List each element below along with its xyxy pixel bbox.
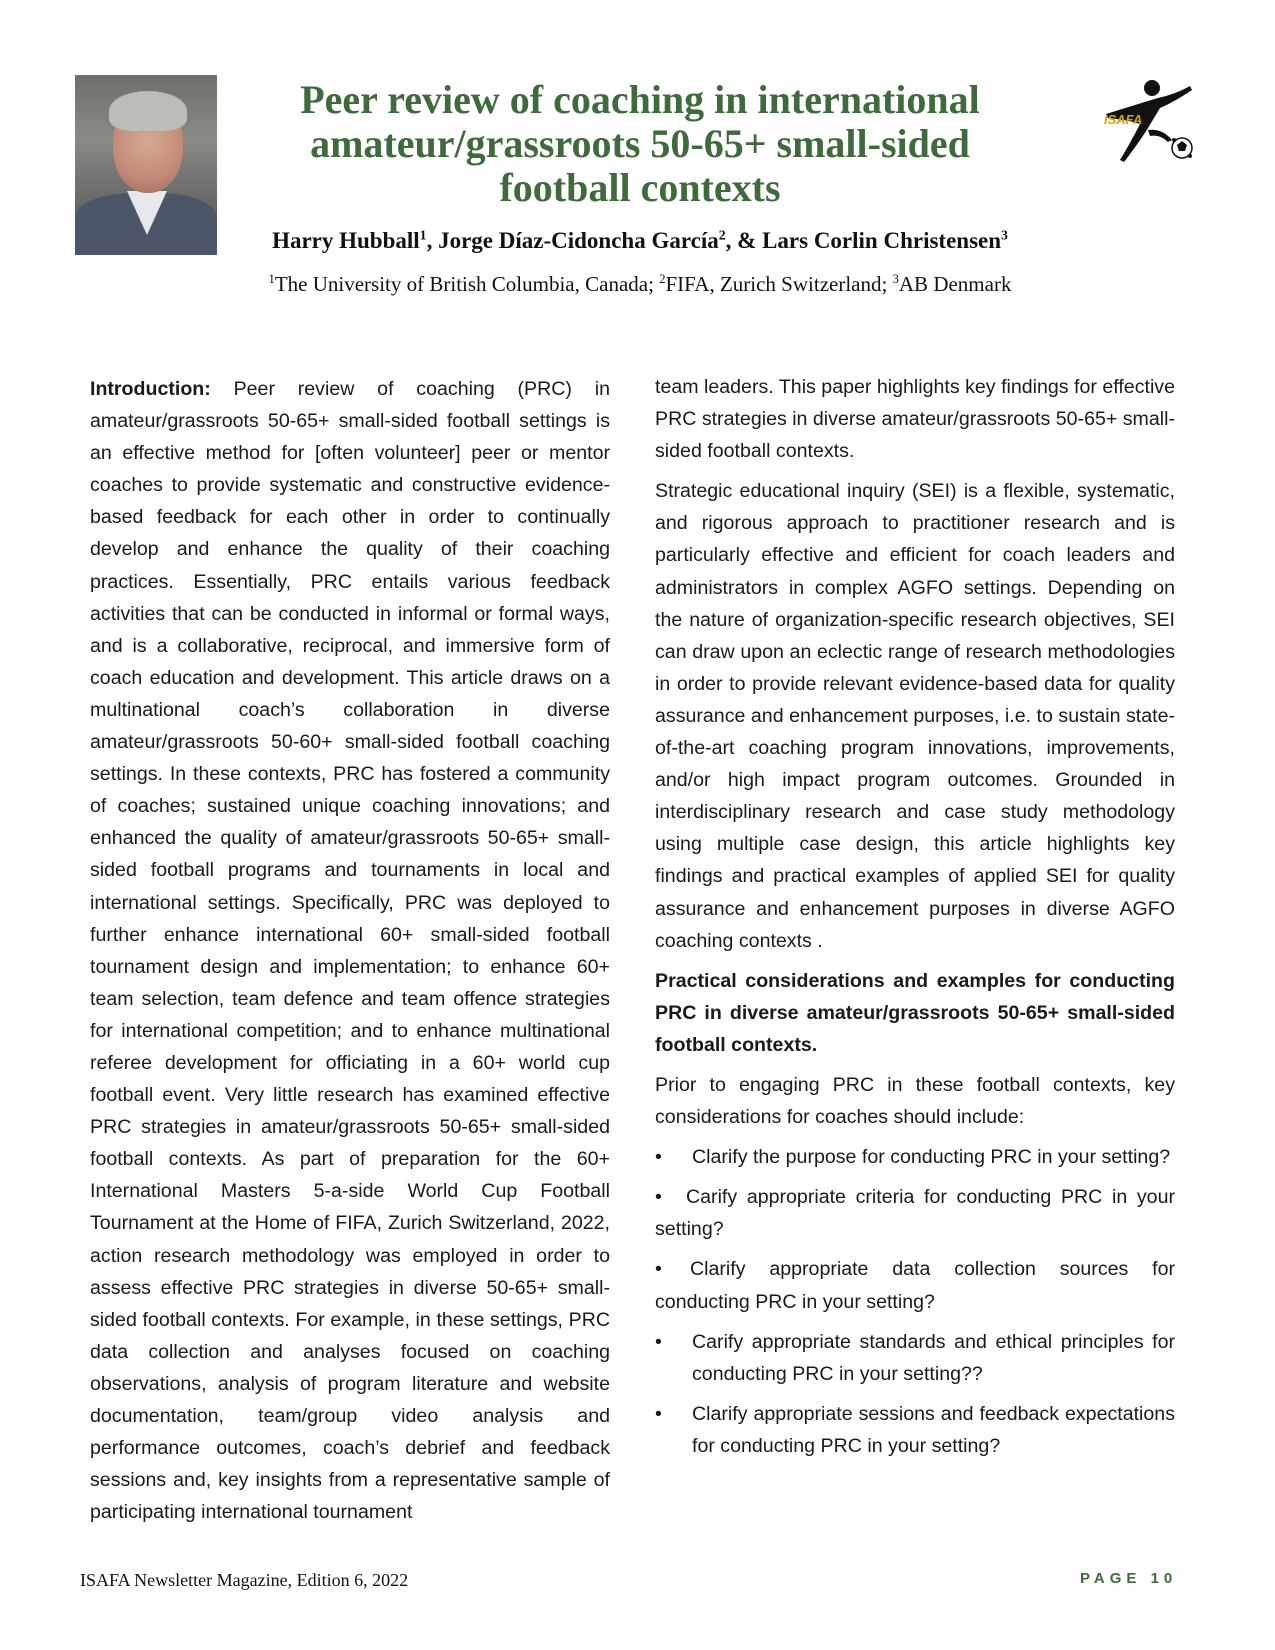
list-item	[655, 1326, 1175, 1390]
bullet: •	[655, 1330, 662, 1353]
list-item-text: Carify appropriate criteria for conducting PRC in your setting?	[655, 1186, 1175, 1241]
author-sup: 2	[718, 227, 726, 243]
list-item-text: Clarify appropriate data collection sources for conducting PRC in your setting?	[655, 1258, 1175, 1313]
author-separator: , &	[725, 228, 763, 253]
list-item	[655, 1398, 1175, 1462]
list-item	[655, 1253, 1175, 1317]
affiliation-sup: 2	[659, 272, 666, 286]
paragraph-team-leaders: team leaders. This paper highlights key findings for effective PRC strategies in diverse amateur/grassroots 50-65+ small-sided football contexts.	[655, 376, 1175, 463]
introduction-label: Introduction:	[90, 378, 211, 400]
author-sup: 1	[419, 227, 427, 243]
author-name: Lars Corlin Christensen	[762, 228, 1002, 253]
affiliation: The University of British Columbia, Canada	[274, 272, 649, 296]
list-item-text: Carify appropriate standards and ethical principles for conducting PRC in your setting??	[692, 1330, 1175, 1385]
affiliation-sup: 3	[892, 272, 899, 286]
bullet: •	[655, 1146, 662, 1169]
introduction-text: Peer review of coaching (PRC) in amateur/grassroots 50-65+ small-sided football settings is an effective method for [often volunteer] peer or mentor coaches to provide systematic and constructive evidence-based feedback for each other in order to continually develop and enhance the quality of their coaching practices. Essentially, PRC entails various feedback activities that can be conducted in informal or formal ways, and is a collaborative, reciprocal, and immersive form of coach education and development. This article draws on a multinational coach’s collaboration in diverse amateur/grassroots 50-60+ small-sided football coaching settings. In these contexts, PRC has fostered a community of coaches; sustained unique coaching innovations; and enhanced the quality of amateur/grassroots 50-65+ small-sided football programs and tournaments in local and international settings. Specifically, PRC was deployed to further enhance international 60+ small-sided football tournament design and implementation; to enhance 60+ team selection, team defence and team offence strategies for international competition; and to enhance multinational referee development for officiating in a 60+ world cup football event. Very little research has examined effective PRC strategies in amateur/grassroots 50-65+ small-sided football contexts. As part of preparation for the 60+ International Masters 5-a-side World Cup Football Tournament at the Home of FIFA, Zurich Switzerland, 2022, action research methodology was employed in order to assess effective PRC strategies in diverse 50-65+ small-sided football contexts. For example, in these settings, PRC data collection and analyses focused on coaching observations, analysis of program literature and website documentation, team/group video analysis and performance outcomes, coach’s debrief and feedback sessions and, key insights from a representative sample of participating international tournament	[90, 378, 610, 1524]
list-item-text: Clarify the purpose for conducting PRC in your setting?	[692, 1146, 1171, 1169]
bullet: •	[655, 1186, 662, 1209]
page-number: PAGE 10	[1080, 1570, 1178, 1587]
author-name: Jorge Díaz-Cidoncha García	[438, 228, 719, 253]
author-sup: 3	[1001, 227, 1008, 243]
bullet: •	[655, 1258, 662, 1281]
bullet: •	[655, 1402, 662, 1425]
right-column	[655, 371, 1175, 1470]
affiliation: AB Denmark	[898, 272, 1012, 296]
article-title: Peer review of coaching in international amateur/grassroots 50-65+ small-sided football contexts	[300, 77, 980, 210]
introduction-paragraph	[90, 373, 610, 1528]
author-name: Harry Hubball	[272, 228, 420, 253]
footer-publication: ISAFA Newsletter Magazine, Edition 6, 2022	[80, 1570, 409, 1590]
affiliation: FIFA, Zurich Switzerland	[665, 272, 882, 296]
left-column	[90, 373, 610, 1536]
affiliations: $^1$The University of British Columbia, Canada; $^2$FIFA, Zurich Switzerland; $^3$AB Denmark	[268, 272, 1012, 296]
list-item-text: Clarify appropriate sessions and feedback expectations for conducting PRC in your setting?	[692, 1402, 1175, 1457]
paragraph-considerations: Prior to engaging PRC in these football contexts, key considerations for coaches should include:	[655, 1073, 1175, 1129]
list-item	[655, 1181, 1175, 1245]
paragraph-sei: Strategic educational inquiry (SEI) is a flexible, systematic, and rigorous approach to practitioner research and is particularly effective and efficient for coach leaders and administrators in complex AGFO settings. Depending on the nature of organization-specific research objectives, SEI can draw upon an eclectic range of research methodologies in order to provide relevant evidence-based data for quality assurance and enhancement purposes, i.e. to sustain state-of-the-art coaching program innovations, improvements, and/or high impact program outcomes. Grounded in interdisciplinary research and case study methodology using multiple case design, this article highlights key findings and practical examples of applied SEI for quality assurance and enhancement purposes in diverse AGFO coaching contexts .	[655, 480, 1175, 952]
author-separator: ,	[426, 228, 439, 253]
author-list	[200, 228, 1080, 254]
list-item	[655, 1141, 1175, 1173]
section-heading: Practical considerations and examples for conducting PRC in diverse amateur/grassroots 50-65+ small-sided football contexts.	[655, 969, 1175, 1056]
affiliation-sup: 1	[268, 272, 275, 286]
author-photo	[75, 75, 217, 255]
isafa-logo	[1098, 78, 1198, 172]
considerations-list	[655, 1141, 1175, 1462]
logo-text: ISAFA	[1104, 112, 1143, 127]
